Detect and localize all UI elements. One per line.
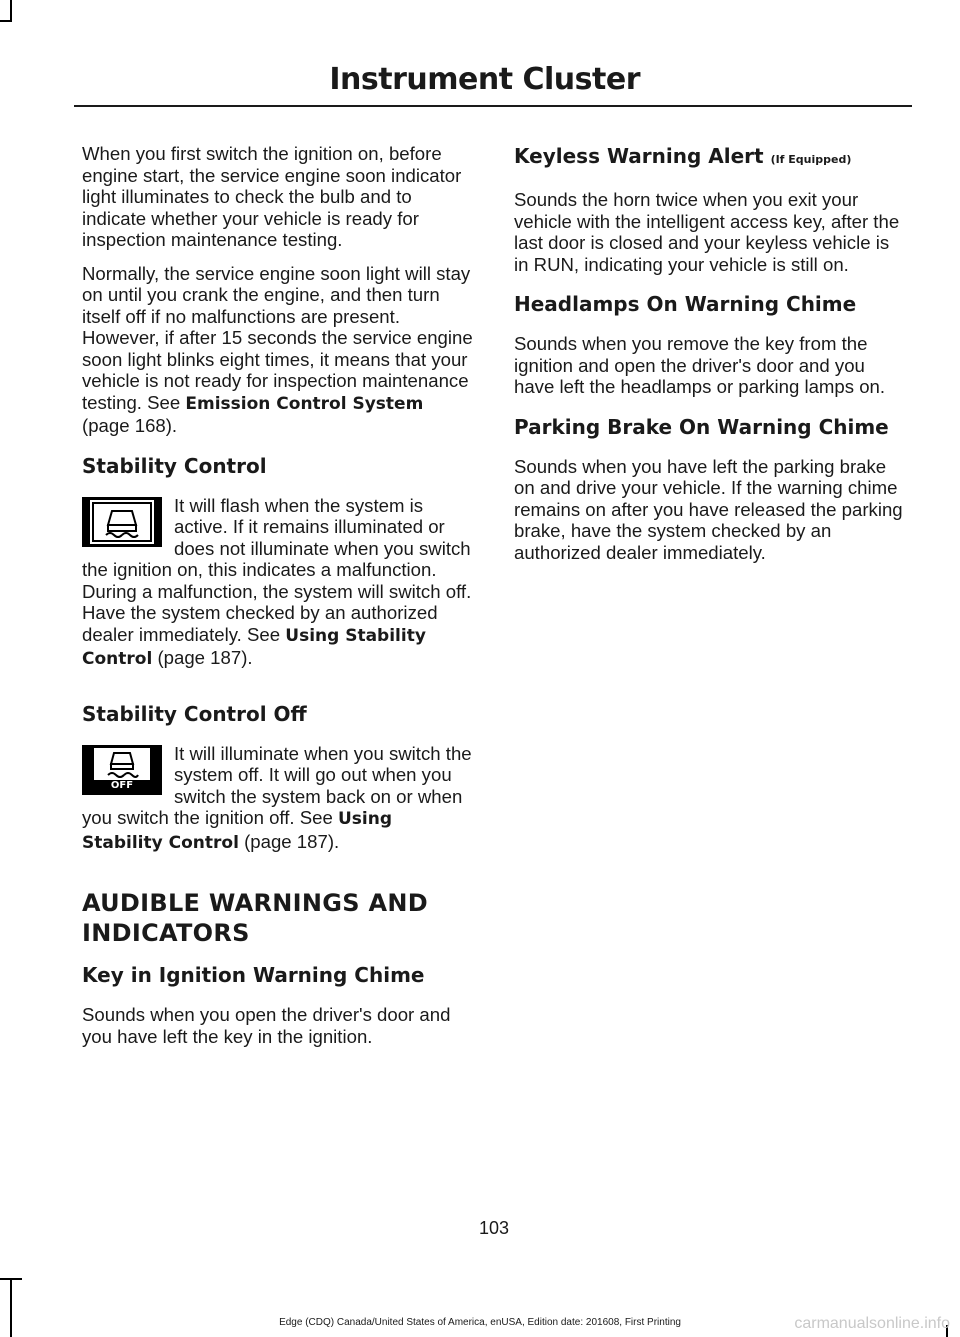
emission-control-ref: (page 168). (82, 415, 178, 436)
audible-heading-line1: AUDIBLE WARNINGS AND (82, 889, 428, 917)
header-divider (74, 105, 912, 107)
using-stability-control-ref: (page 187). (152, 647, 253, 668)
parking-brake-heading: Parking Brake On Warning Chime (514, 414, 889, 439)
service-engine-text: Normally, the service engine soon light will stay on until you crank the engine, and then turn itself off if no malfunctions are present. However, if after 15 seconds the service engine soon light blinks eight times, it means that your vehicle is not ready for inspection maintenance testing. See (82, 262, 473, 413)
using-stability-control-off-link[interactable]: Using Stability Control (82, 809, 393, 853)
edition-info: Edge (CDQ) Canada/United States of America, enUSA, Edition date: 201608, First Printing (279, 1317, 681, 1328)
key-in-ignition-heading: Key in Ignition Warning Chime (82, 963, 425, 987)
watermark: carmanualsonline.info (794, 1315, 950, 1332)
skidding-car-off-icon (82, 745, 162, 795)
keyless-warning-heading (514, 143, 906, 173)
right-column (514, 143, 906, 575)
using-stability-control-link[interactable]: Using Stability Control (82, 625, 426, 669)
if-equipped-note: (If Equipped) (770, 153, 852, 166)
page-section-title: Instrument Cluster (329, 62, 640, 97)
crop-mark-bottom-left-v (10, 1278, 12, 1337)
page-number: 103 (478, 1218, 510, 1238)
key-in-ignition-paragraph: Sounds when you open the driver's door and you have left the key in the ignition. (82, 1004, 451, 1047)
headlamps-warning-heading: Headlamps On Warning Chime (514, 292, 857, 316)
keyless-warning-paragraph: Sounds the horn twice when you exit your vehicle with the intelligent access key, after the last door is closed and your keyless vehicle is in RUN, indicating your vehicle is still on. (514, 189, 900, 275)
stability-control-heading: Stability Control (82, 453, 267, 478)
stability-control-text: It will flash when the system is active. If it remains illuminated or does not illuminate when you switch the ignition on, this indicates a malfunction. During a malfunction, the system will switch off. Have the system checked by an authorized dealer immediately. See (82, 494, 472, 645)
crop-mark-top-left-v (10, 0, 12, 22)
crop-mark-bottom-left-h (0, 1278, 22, 1280)
skidding-car-icon (82, 497, 162, 547)
off-label: OFF (110, 779, 134, 791)
audible-heading-line2: INDICATORS (82, 919, 250, 947)
using-stability-control-off-ref: (page 187). (238, 830, 340, 852)
crop-mark-top-left-h (0, 20, 12, 22)
stability-control-off-text: It will illuminate when you switch the system off. It will go out when you switch the system back on or when you switch the ignition off. See (82, 742, 472, 828)
service-engine-paragraph (82, 263, 474, 437)
stability-control-off-heading: Stability Control Off (82, 701, 307, 726)
keyless-warning-title: Keyless Warning Alert (514, 144, 764, 168)
headlamps-warning-paragraph: Sounds when you remove the key from the ignition and open the driver's door and you have left the headlamps or parking lamps on. (514, 333, 886, 397)
parking-brake-paragraph: Sounds when you have left the parking brake on and drive your vehicle. If the warning chime remains on after you have released the parking brake, have the system checked by an authorized dealer immediately. (514, 455, 903, 563)
audible-warnings-heading (82, 888, 474, 948)
intro-paragraph: When you first switch the ignition on, before engine start, the service engine soon indicator light illuminates to check the bulb and to indicate whether your vehicle is ready for inspection maintenance testing. (82, 143, 462, 250)
left-column (82, 143, 474, 1059)
emission-control-link[interactable]: Emission Control System (185, 393, 424, 414)
